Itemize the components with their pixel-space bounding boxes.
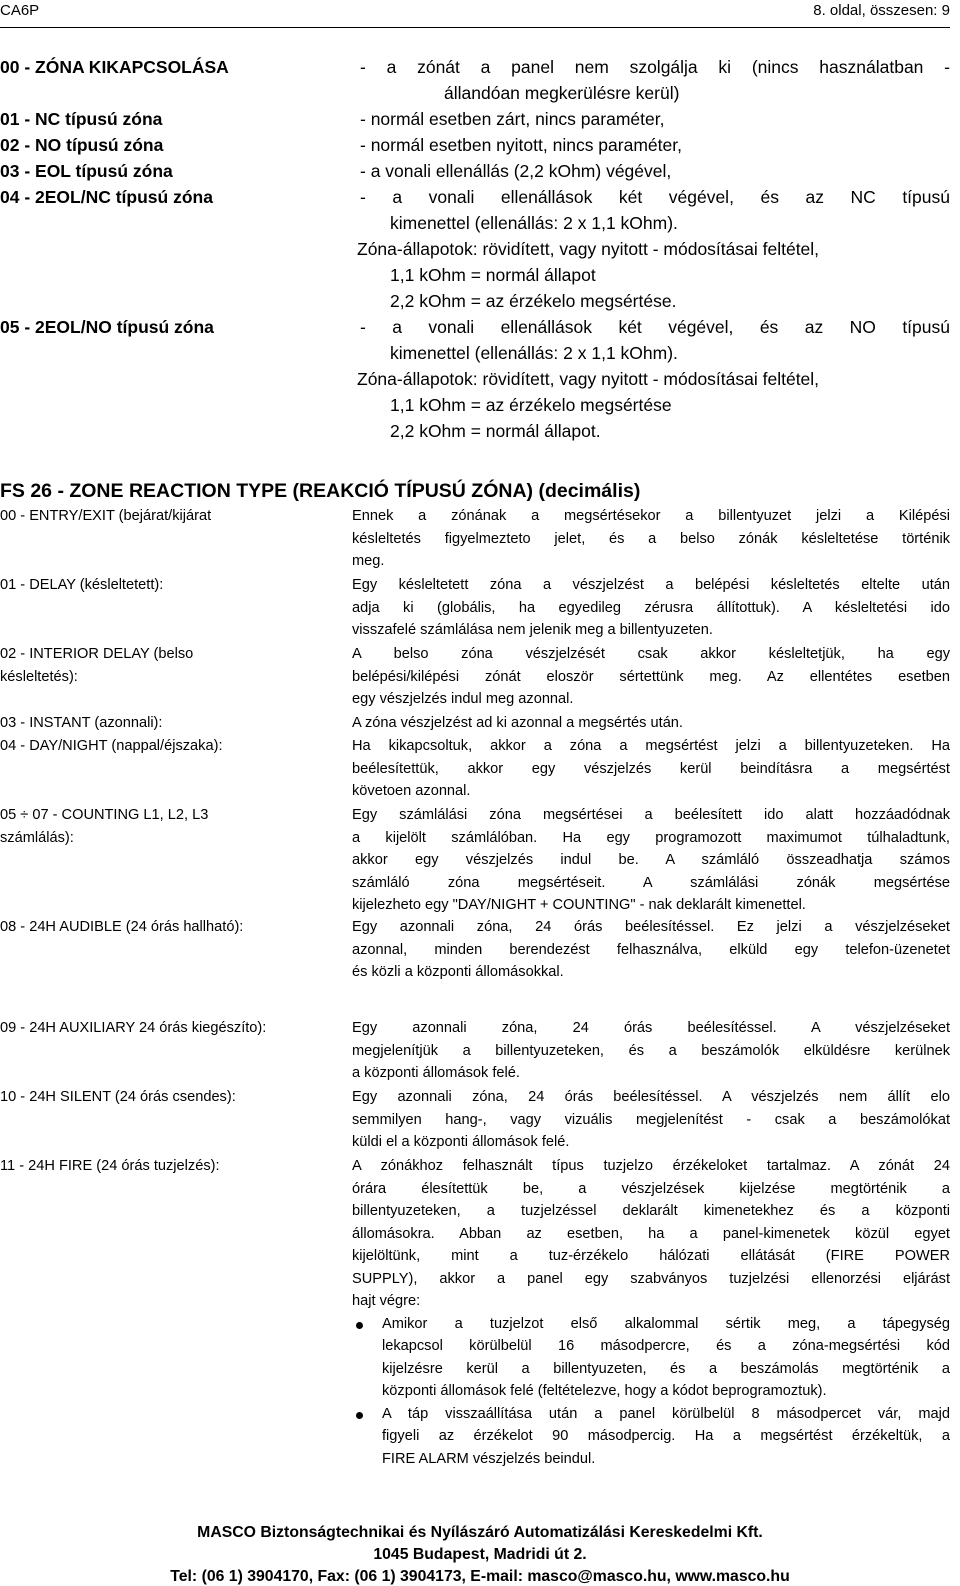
footer-contact: Tel: (06 1) 3904170, Fax: (06 1) 3904173, E-mail: masco@masco.hu, www.masco.hu xyxy=(170,1568,790,1585)
footer-address: 1045 Budapest, Madridi út 2. xyxy=(373,1546,587,1563)
zone-type-label: 02 - NO típusú zóna xyxy=(0,135,164,155)
reaction-type-desc-line: A zónákhoz felhasznált típus tuzjelzo érzékeloket tartalmaz. A zónát 24 xyxy=(352,1158,950,1174)
reaction-type-desc-line: meg. xyxy=(352,553,385,569)
reaction-type-label: 02 - INTERIOR DELAY (belso xyxy=(0,646,194,662)
reaction-type-desc-line: és közli a központi állomásokkal. xyxy=(352,964,564,980)
reaction-type-desc-line: küldi el a központi állomások felé. xyxy=(352,1134,570,1150)
reaction-type-desc-line: Ennek a zónának a megsértésekor a billentyuzet jelzi a Kilépési xyxy=(352,508,950,524)
bullet-icon xyxy=(356,1322,363,1329)
reaction-type-desc-line: egy vészjelzés indul meg azonnal. xyxy=(352,691,574,707)
reaction-type-desc-line: Egy azonnali zóna, 24 órás beélesítéssel. Ez jelzi a vészjelzéseket xyxy=(352,919,950,935)
reaction-type-desc-line: a központi állomások felé. xyxy=(352,1065,520,1081)
reaction-type-desc-line: követoen azonnal. xyxy=(352,783,471,799)
reaction-type-label: 03 - INSTANT (azonnali): xyxy=(0,715,163,731)
reaction-type-desc-line: hajt végre: xyxy=(352,1293,421,1309)
footer-company: MASCO Biztonságtechnikai és Nyílászáró Automatizálási Kereskedelmi Kft. xyxy=(197,1524,763,1541)
zone-type-desc-line: állandóan megkerülésre kerül) xyxy=(444,83,680,103)
reaction-type-desc-line: belépési/kilépési zónát eloször sértettünk meg. Az ellentétes esetben xyxy=(352,668,950,685)
header-rule xyxy=(0,27,950,28)
reaction-type-desc-line: Egy késleltetett zóna a vészjelzést a belépési késleltetés eltelte után xyxy=(352,577,950,593)
zone-type-desc-line: - a vonali ellenállások két végével, és az NC típusú xyxy=(360,187,950,207)
bullet-line: figyeli az érzékelot 90 másodpercig. Ha a megsértést érzékeltük, a xyxy=(382,1428,950,1444)
reaction-type-label: 08 - 24H AUDIBLE (24 órás hallható): xyxy=(0,919,244,935)
bullet-line: A táp visszaállítása után a panel körülbelül 8 másodpercet vár, majd xyxy=(382,1405,950,1422)
reaction-type-label: 09 - 24H AUXILIARY 24 órás kiegészíto): xyxy=(0,1020,267,1036)
reaction-type-label: számlálás): xyxy=(0,829,74,846)
reaction-type-label: késleltetés): xyxy=(0,668,78,685)
zone-type-desc-line: - normál esetben nyitott, nincs paraméter, xyxy=(360,135,682,155)
zone-type-desc-line: - a vonali ellenállás (2,2 kOhm) végével, xyxy=(360,161,672,181)
zone-type-desc-line: kimenettel (ellenállás: 2 x 1,1 kOhm). xyxy=(390,343,678,363)
reaction-type-desc-line: A zóna vészjelzést ad ki azonnal a megsértés után. xyxy=(352,715,683,731)
reaction-type-desc-line: adja ki (globális, ha egyedileg zérusra állítottuk). A késleltetési ido xyxy=(352,599,950,616)
zone-type-desc-line: 2,2 kOhm = az érzékelo megsértése. xyxy=(390,291,677,311)
reaction-type-desc-line: azonnal, minden berendezést felhasználva, elküld egy telefon-üzenetet xyxy=(352,941,950,958)
reaction-type-label: 01 - DELAY (késleltetett): xyxy=(0,577,164,593)
bullet-icon xyxy=(356,1412,363,1419)
zone-type-desc-line: - normál esetben zárt, nincs paraméter, xyxy=(360,109,665,129)
bullet-line: központi állomások felé (feltételezve, hogy a kódot beprogramoztuk). xyxy=(382,1383,827,1399)
reaction-type-desc-line: semmilyen hang-, vagy vizuális megjelenítést - csak a beszámolókat xyxy=(352,1111,950,1128)
reaction-type-desc-line: akkor egy vészjelzés indul be. A számláló összeadhatja számos xyxy=(352,852,950,868)
bullet-line: kijelzésre kerül a billentyuzeten, és a beszámolás megtörténik a xyxy=(382,1360,950,1377)
reaction-type-label: 10 - 24H SILENT (24 órás csendes): xyxy=(0,1089,236,1105)
zone-type-label: 00 - ZÓNA KIKAPCSOLÁSA xyxy=(0,57,229,77)
reaction-type-desc-line: számláló zóna megsértéseit. A számlálási zónák megsértése xyxy=(352,874,950,891)
zone-type-label: 01 - NC típusú zóna xyxy=(0,109,163,129)
zone-type-desc-line: kimenettel (ellenállás: 2 x 1,1 kOhm). xyxy=(390,213,678,233)
zone-type-label: 05 - 2EOL/NO típusú zóna xyxy=(0,317,214,337)
reaction-type-desc-line: órára élesítettük be, a vészjelzések kijelzése megtörténik a xyxy=(352,1180,950,1197)
bullet-line: FIRE ALARM vészjelzés beindul. xyxy=(382,1450,596,1467)
reaction-type-label: 04 - DAY/NIGHT (nappal/éjszaka): xyxy=(0,738,223,754)
zone-type-label: 03 - EOL típusú zóna xyxy=(0,161,173,181)
reaction-type-desc-line: SUPPLY), akkor a panel egy szabványos tuzjelzési ellenorzési eljárást xyxy=(352,1270,950,1287)
reaction-type-desc-line: állomásokra. Abban az esetben, ha a panel-kimenetek közül egyet xyxy=(352,1225,950,1242)
reaction-type-desc-line: billentyuzeteken, a tuzjelzéssel deklarált kimenetekhez és a központi xyxy=(352,1203,950,1219)
zone-type-desc-line: - a vonali ellenállások két végével, és az NO típusú xyxy=(360,317,950,337)
reaction-type-desc-line: megjelenítjük a billentyuzeteken, és a beszámolók elküldésre kerülnek xyxy=(352,1042,950,1059)
reaction-type-desc-line: a kijelölt számlálóban. Ha egy programozott maximumot túlhaladtunk, xyxy=(352,829,950,846)
reaction-type-desc-line: A belso zóna vészjelzését csak akkor késleltetjük, ha egy xyxy=(352,646,950,662)
doc-code: CA6P xyxy=(0,2,40,19)
zone-type-label: 04 - 2EOL/NC típusú zóna xyxy=(0,187,213,207)
reaction-type-label: 11 - 24H FIRE (24 órás tuzjelzés): xyxy=(0,1158,220,1174)
bullet-line: Amikor a tuzjelzot első alkalommal sértik meg, a tápegység xyxy=(382,1315,950,1332)
reaction-type-desc-line: Ha kikapcsoltuk, akkor a zóna a megsértést jelzi a billentyuzeteken. Ha xyxy=(352,738,950,754)
zone-type-desc-line: - a zónát a panel nem szolgálja ki (nincs használatban - xyxy=(360,57,950,77)
zone-type-desc-line: 1,1 kOhm = normál állapot xyxy=(390,265,596,285)
reaction-type-desc-line: visszafelé számlálása nem jelenik meg a billentyuzeten. xyxy=(352,622,713,638)
zone-type-desc-line: 1,1 kOhm = az érzékelo megsértése xyxy=(390,395,672,415)
reaction-type-label: 05 ÷ 07 - COUNTING L1, L2, L3 xyxy=(0,807,209,823)
reaction-type-desc-line: Egy azonnali zóna, 24 órás beélesítéssel. A vészjelzés nem állít elo xyxy=(352,1089,950,1105)
reaction-type-desc-line: beélesítettük, akkor egy vészjelzés kerül beindításra a megsértést xyxy=(352,760,950,777)
section-title: FS 26 - ZONE REACTION TYPE (REAKCIÓ TÍPUSÚ ZÓNA) (decimális) xyxy=(0,480,641,502)
reaction-type-desc-line: kijelöltünk, mint a tuz-érzékelo hálózati ellátását (FIRE POWER xyxy=(352,1248,950,1264)
reaction-type-desc-line: kijelezheto egy "DAY/NIGHT + COUNTING" - nak deklarált kimenettel. xyxy=(352,897,806,913)
page-indicator: 8. oldal, összesen: 9 xyxy=(813,2,950,19)
zone-type-desc-line: Zóna-állapotok: rövidített, vagy nyitott - módosításai feltétel, xyxy=(357,369,820,389)
zone-type-desc-line: 2,2 kOhm = normál állapot. xyxy=(390,421,601,441)
reaction-type-desc-line: Egy számlálási zóna megsértései a beélesített ido alatt hozzáadódnak xyxy=(352,807,950,823)
reaction-type-desc-line: késleltetés figyelmezteto jelet, és a belso zónák késleltetése történik xyxy=(352,530,950,547)
zone-type-desc-line: Zóna-állapotok: rövidített, vagy nyitott - módosításai feltétel, xyxy=(357,239,820,259)
bullet-line: lekapcsol körülbelül 16 másodpercre, és a zóna-megsértési kód xyxy=(382,1338,950,1354)
reaction-type-label: 00 - ENTRY/EXIT (bejárat/kijárat xyxy=(0,508,212,524)
reaction-type-desc-line: Egy azonnali zóna, 24 órás beélesítéssel. A vészjelzéseket xyxy=(352,1020,950,1036)
